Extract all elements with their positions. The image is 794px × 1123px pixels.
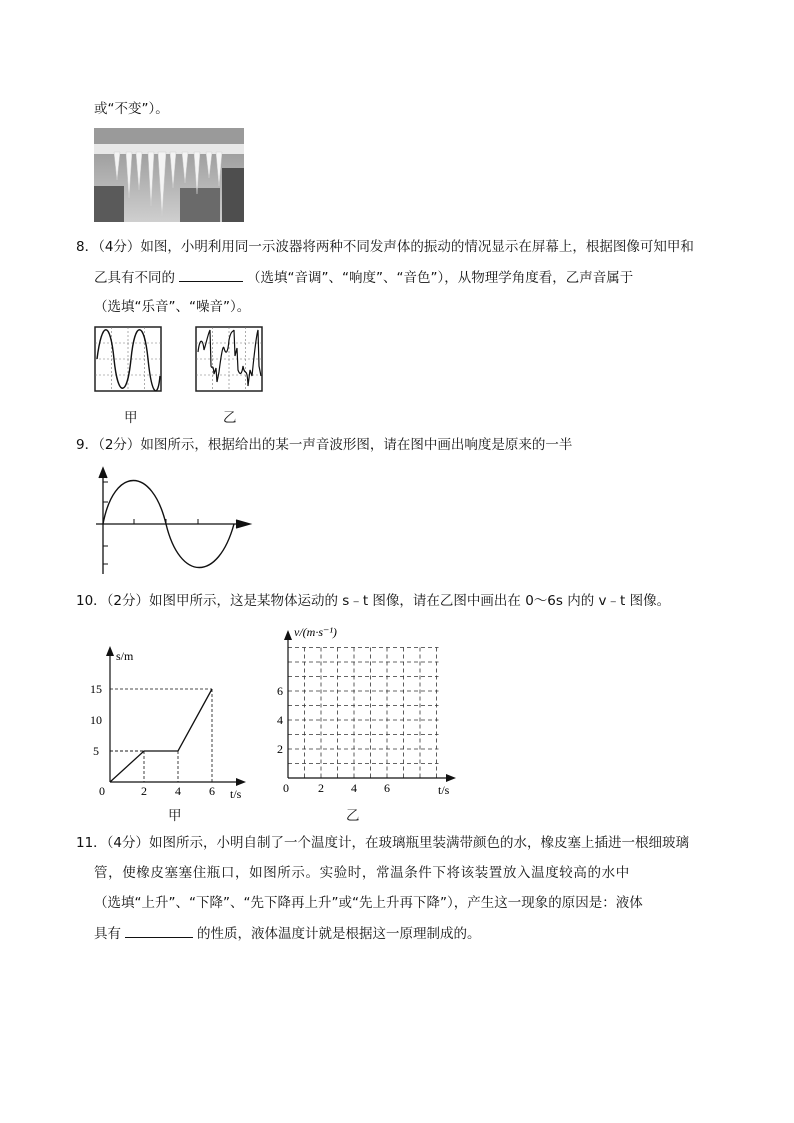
- vt-ylabel: v/(m·s⁻¹): [294, 625, 337, 639]
- q11-line4-part1: 具有: [94, 926, 121, 942]
- st-chart-svg: [90, 640, 260, 805]
- q8-line3: （选填“乐音”、“噪音”）。: [94, 299, 251, 315]
- q11-line3: （选填“上升”、“下降”、“先下降再上升”或“先上升再下降”），产生这一现象的原因是：液体: [94, 895, 643, 911]
- vt-ytick-label: 4: [277, 713, 283, 727]
- vt-chart-svg: [276, 618, 466, 803]
- label-yi-q8: 乙: [223, 410, 237, 426]
- q11-line2: 管，使橡皮塞塞住瓶口，如图所示。实验时，常温条件下将该装置放入温度较高的水中: [94, 865, 630, 881]
- st-chart: [90, 640, 260, 805]
- st-x-arrow: [236, 778, 246, 786]
- st-ytick-label: 5: [93, 744, 99, 758]
- q8-answer-blank-1[interactable]: [179, 268, 243, 282]
- vt-xtick-label: 4: [351, 781, 357, 795]
- label-jia-q10: 甲: [168, 808, 182, 824]
- oscilloscope-jia: [94, 326, 164, 398]
- vt-xtick-label: 2: [318, 781, 324, 795]
- q8-line2-part2: （选填“音调”、“响度”、“音色”），从物理学角度看，乙声音属于: [247, 270, 634, 286]
- q8-line1: 8．（4分）如图，小明利用同一示波器将两种不同发声体的振动的情况显示在屏幕上，根据图像可知甲和: [76, 239, 694, 255]
- st-xtick-label: 2: [141, 784, 147, 798]
- vt-x-arrow: [446, 774, 456, 782]
- vt-y-arrow: [284, 630, 292, 640]
- st-xtick-label: 0: [99, 784, 105, 798]
- vt-xlabel: t/s: [438, 783, 450, 797]
- vt-ytick-label: 2: [277, 742, 283, 756]
- st-axes: [110, 650, 242, 782]
- icicle-photo: [94, 128, 244, 222]
- vt-xtick-label: 0: [283, 781, 289, 795]
- q9-line1: 9．（2分）如图所示，根据给出的某一声音波形图，请在图中画出响度是原来的一半: [76, 437, 573, 453]
- q7-tail: 或“不变”）。: [94, 101, 169, 117]
- label-yi-q10: 乙: [346, 808, 360, 824]
- st-xtick-label: 6: [209, 784, 215, 798]
- q11-answer-blank[interactable]: [125, 924, 193, 938]
- st-series-line: [110, 689, 212, 782]
- oscilloscope-yi: [195, 326, 265, 398]
- st-ytick-label: 15: [90, 682, 102, 696]
- q11-line4: [94, 924, 481, 943]
- vt-chart: [276, 618, 466, 803]
- q11-line4-part2: 的性质，液体温度计就是根据这一原理制成的。: [197, 926, 481, 942]
- sound-wave-graph: [94, 464, 254, 580]
- st-xtick-label: 4: [175, 784, 181, 798]
- q8-line2-part1: 乙具有不同的: [94, 270, 175, 286]
- st-xlabel: t/s: [230, 787, 242, 801]
- q10-line1: 10．（2分）如图甲所示，这是某物体运动的 s﹣t 图像，请在乙图中画出在 0～6s 内的 v﹣t 图像。: [76, 593, 671, 609]
- q8-line2: [94, 268, 633, 287]
- label-jia-q8: 甲: [124, 410, 138, 426]
- st-y-arrow: [106, 646, 114, 656]
- st-ytick-label: 10: [90, 713, 102, 727]
- st-ylabel: s/m: [116, 649, 134, 663]
- vt-axes: [288, 634, 452, 778]
- q11-line1: 11．（4分）如图所示，小明自制了一个温度计，在玻璃瓶里装满带颜色的水，橡皮塞上插进一根细玻璃: [76, 835, 690, 851]
- vt-ytick-label: 6: [277, 684, 283, 698]
- vt-xtick-label: 6: [384, 781, 390, 795]
